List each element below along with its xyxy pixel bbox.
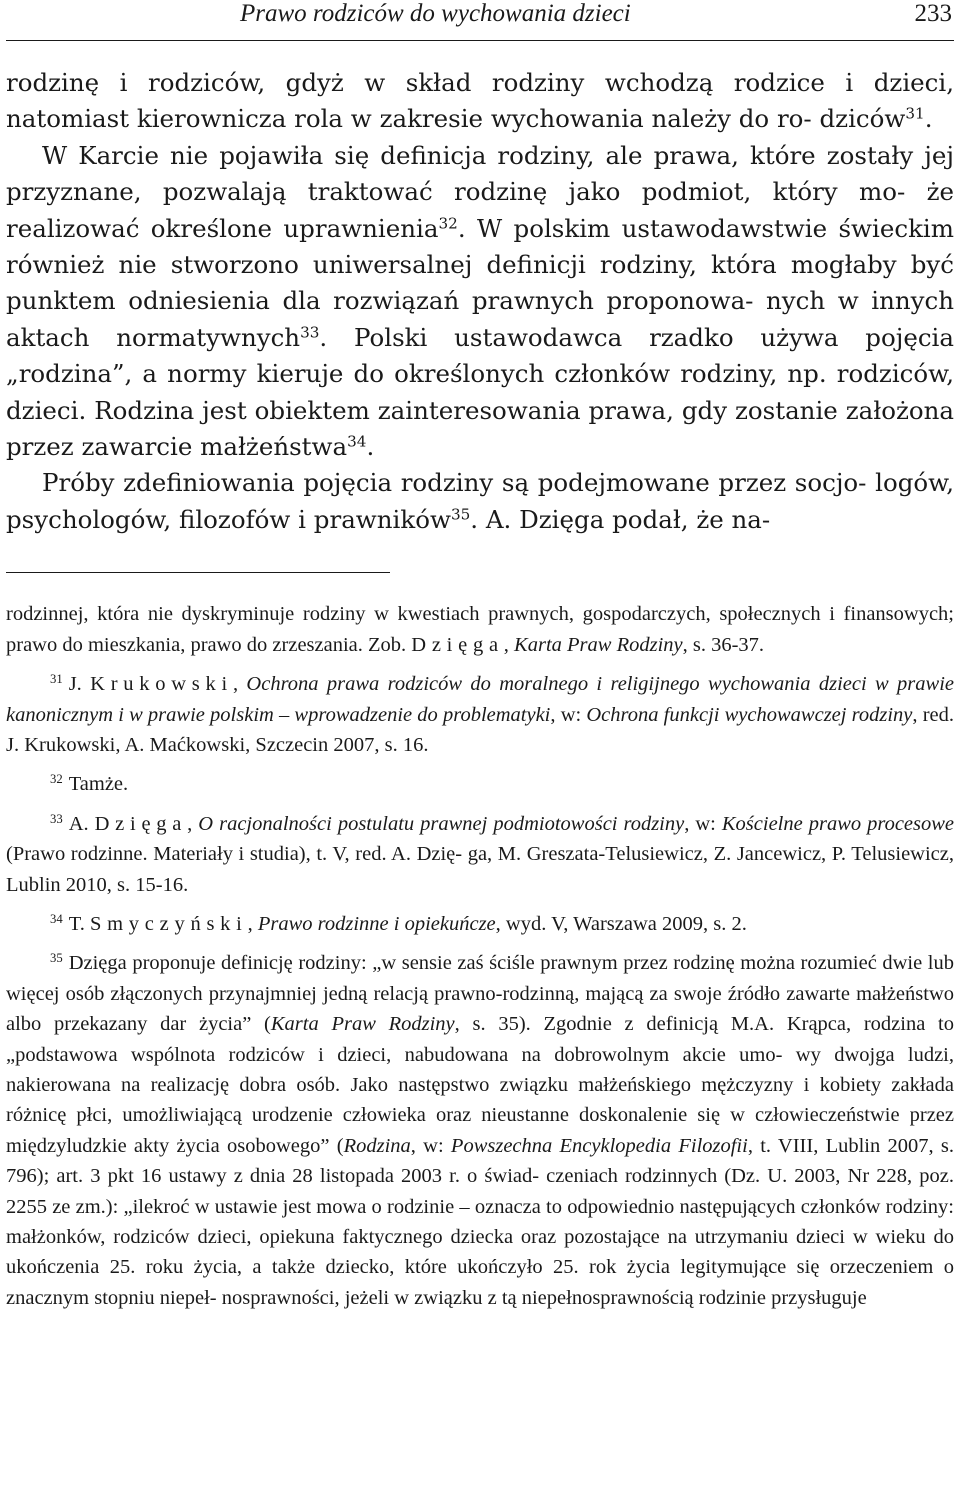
fn31-author: Krukowski: [90, 673, 233, 696]
footnote-34: [6, 909, 954, 939]
p3-text-b: . A. Dzięga podał, że na-: [470, 504, 771, 534]
p2-text-a: W Karcie nie pojawiła się definicja rodziny, ale prawa, które zostały jej przyznane, pozwalają traktować rodzinę jako podmiot, który mo- że realizować określone uprawnienia: [6, 140, 954, 243]
fn35-title: Karta Praw Rodziny: [270, 1013, 455, 1036]
fn35-text-d: , t. VIII, Lublin 2007, s. 796); art. 3 pkt 16 ustawy z dnia 28 listopada 2003 r. o świad- czeniach rodzinnych (Dz. U. 2003, Nr 228, poz. 2255 ze zm.): „ilekroć w ustawie jest mowa o rodzinie – oznacza to odpowiednio następujących członków rodziny: małżonków, rodziców dzieci, opiekuna faktycznego dziecka oraz pozostające na utrzymaniu dzieci w wieku do ukończenia 25. roku życia, a także dziecko, które ukończyło 25. rok życia legitymujące się orzeczeniem o znacznym stopniu niepeł- nosprawności, jeżeli w związku z tą niepełnosprawnością rodzinie przysługuje: [6, 1134, 954, 1309]
fn35-text-c: , w:: [410, 1134, 451, 1157]
fn31-text-c: , w:: [550, 703, 587, 726]
footnote-ref-35: 35: [450, 505, 471, 524]
fn-cont-author: Dzięga: [411, 633, 504, 656]
fn33-title2: Kościelne prawo procesowe: [721, 812, 955, 835]
footnote-number: 35: [50, 951, 63, 966]
p2-text-d: .: [366, 432, 375, 462]
fn31-text-d: , red. J. Krukowski, A. Maćkowski, Szczecin 2007, s. 16.: [6, 703, 955, 756]
footnote-number: 34: [50, 911, 63, 926]
footnote-ref-34: 34: [347, 432, 367, 451]
fn34-author: Smyczyński: [89, 912, 248, 935]
footnote-31: [6, 669, 954, 760]
fn34-text-c: , wyd. V, Warszawa 2009, s. 2.: [495, 912, 747, 935]
fn34-text-a: T.: [68, 912, 90, 935]
p3-text-a: Próby zdefiniowania pojęcia rodziny są podejmowane przez socjo- logów, psychologów, filozofów i prawników: [6, 468, 954, 534]
footnote-33: [6, 809, 954, 900]
footnote-35: [6, 948, 954, 1313]
fn-cont-text-c: , s. 36-37.: [682, 633, 765, 656]
footnote-ref-32: 32: [438, 214, 458, 233]
fn33-text-a: A.: [68, 812, 95, 835]
p1-text-a: rodzinę i rodziców, gdyż w skład rodziny wchodzą rodzice i dzieci, natomiast kierownicza rola w zakresie wychowania należy do ro- dziców: [6, 68, 954, 134]
paragraph-1: [6, 65, 954, 138]
fn34-text-b: ,: [247, 912, 258, 935]
footnote-number: 31: [50, 672, 63, 687]
fn-cont-text-b: ,: [503, 633, 515, 656]
footnote-ref-33: 33: [300, 323, 320, 342]
fn-cont-text-a: rodzinnej, która nie dyskryminuje rodziny w kwestiach prawnych, gospodarczych, społecznych i finansowych; prawo do mieszkania, prawo do zrzeszania. Zob.: [6, 603, 954, 656]
p2-text-b: . W polskim ustawodawstwie świeckim również nie stworzono uniwersalnej definicji rodziny, która mogłaby być punktem odniesienia dla rozwiązań prawnych proponowa- nych w innych aktach normatywnych: [6, 213, 955, 352]
fn32-text: Tamże.: [68, 773, 129, 796]
fn33-text-c: , w:: [684, 812, 722, 835]
fn33-text-b: ,: [187, 812, 199, 835]
footnote-number: 33: [50, 811, 63, 826]
main-text: [6, 65, 954, 538]
p2-text-c: . Polski ustawodawca rzadko używa pojęcia „rodzina”, a normy kieruje do określonych członków rodziny, np. rodziców, dzieci. Rodzina jest obiektem zainteresowania prawa, gdy zostanie założona przez zawarcie małżeństwa: [6, 322, 954, 462]
fn34-title: Prawo rodzinne i opiekuńcze: [257, 912, 496, 935]
fn35-text-a: Dzięga proponuje definicję rodziny: „w sensie zaś ściśle prawnym przez rodzinę można rozumieć dwie lub więcej osób złączonych przynajmniej jedną relacją prawno-rodzinną, mającą za swoje źródło zawarte małżeństwo albo przekazany dar życia” (: [6, 952, 954, 1036]
footnote-ref-31: 31: [905, 105, 925, 124]
paragraph-3: [6, 465, 954, 538]
page-number: 233: [914, 0, 952, 27]
footnote-continued: [6, 599, 954, 660]
running-title: Prawo rodziców do wychowania dzieci: [240, 0, 631, 27]
fn35-text-b: , s. 35). Zgodnie z definicją M.A. Krąpca, rodzina to „podstawowa wspólnota rodziców i dzieci, nabudowana na dobrowolnym akcie umo- wy dwojga ludzi, nakierowana na realizację dobra osób. Jako następstwo związku małżeńskiego mężczyzny i kobiety zakłada różnicę płci, umożliwiającą urodzenie człowieka oraz nieustanne doskonalenie się w człowieczeństwie przez międzyludzkie akty życia osobowego” (: [6, 1013, 954, 1157]
running-header: [6, 0, 954, 41]
fn-cont-title: Karta Praw Rodziny: [514, 633, 683, 656]
paragraph-2: [6, 138, 954, 466]
p1-text-b: .: [924, 104, 933, 134]
fn31-title: Ochrona prawa rodziców do moralnego i religijnego wychowania dzieci w prawie kanonicznym i w prawie polskim – wprowadzenie do problematyki: [6, 673, 954, 726]
footnotes: [6, 599, 954, 1313]
footnote-separator: [6, 572, 390, 573]
fn33-author: Dzięga: [94, 812, 188, 835]
fn31-text-a: J.: [68, 673, 91, 696]
footnote-number: 32: [50, 772, 63, 787]
fn35-title2: Rodzina: [343, 1134, 411, 1157]
fn31-text-b: ,: [232, 673, 247, 696]
fn35-title3: Powszechna Encyklopedia Filozofii: [450, 1134, 748, 1157]
footnote-32: [6, 769, 954, 799]
fn33-text-d: (Prawo rodzinne. Materiały i studia), t. V, red. A. Dzię- ga, M. Greszata-Telusiewicz, Z. Jancewicz, P. Telusiewicz, Lublin 2010, s. 15-16.: [6, 843, 954, 896]
fn31-title2: Ochrona funkcji wychowawczej rodziny: [586, 703, 913, 726]
fn33-title: O racjonalności postulatu prawnej podmiotowości rodziny: [198, 812, 685, 835]
